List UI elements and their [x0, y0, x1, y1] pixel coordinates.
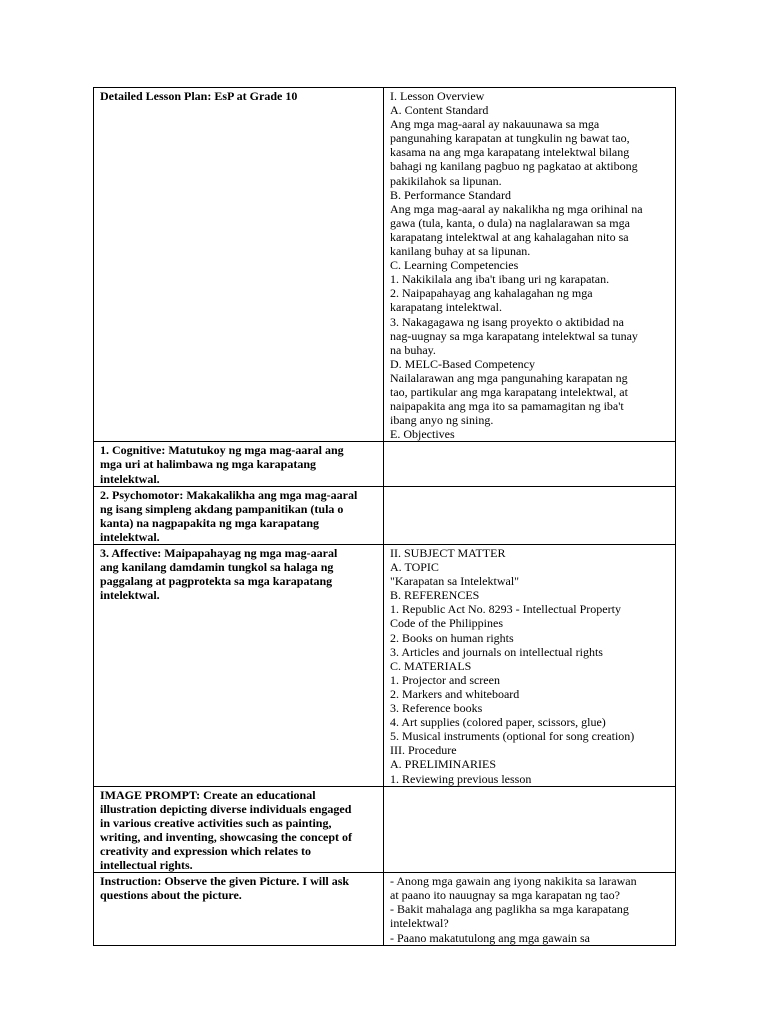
text-line: - Anong mga gawain ang iyong nakikita sa larawan	[390, 874, 637, 889]
text-line: IMAGE PROMPT: Create an educational	[100, 787, 316, 802]
text-line: 1. Reviewing previous lesson	[390, 771, 532, 786]
text-line: illustration depicting diverse individuals engaged	[100, 801, 352, 816]
text-line: intelektwal.	[100, 529, 160, 544]
text-line: ng isang simpleng akdang pampanitikan (tula o	[100, 501, 344, 516]
text-line: karapatang intelektwal at ang kahalagahan nito sa	[390, 229, 629, 244]
text-line: intellectual rights.	[100, 858, 193, 873]
table-row	[94, 442, 676, 486]
text-line: Ang mga mag-aaral ay nakalikha ng mga orihinal na	[390, 201, 643, 216]
text-line: B. Performance Standard	[390, 187, 511, 202]
text-line: III. Procedure	[390, 743, 457, 758]
text-line: paggalang at pagprotekta sa mga karapatang	[100, 574, 333, 589]
text-line: bahagi ng kanilang pagbuo ng pagkatao at aktibong	[390, 159, 638, 174]
text-line: in various creative activities such as painting,	[100, 815, 332, 830]
text-line: kanilang buhay at sa lipunan.	[390, 244, 531, 259]
text-line: 4. Art supplies (colored paper, scissors, glue)	[390, 715, 606, 730]
cell-right	[384, 873, 676, 945]
text-line: C. Learning Competencies	[390, 258, 519, 273]
text-line: na buhay.	[390, 342, 436, 357]
text-line: - Paano makatutulong ang mga gawain sa	[390, 930, 590, 945]
text-line: intelektwal.	[100, 588, 160, 603]
text-line: tao, partikular ang mga karapatang intelektwal, at	[390, 384, 628, 399]
cell-right	[384, 442, 676, 486]
text-line: C. MATERIALS	[390, 658, 472, 673]
text-line: creativity and expression which relates to	[100, 843, 311, 858]
cell-right	[384, 545, 676, 787]
text-line: II. SUBJECT MATTER	[390, 546, 506, 560]
table-row	[94, 486, 676, 544]
text-line: Instruction: Observe the given Picture. I will ask	[100, 874, 350, 889]
text-line: 2. Psychomotor: Makakalikha ang mga mag-aaral	[100, 487, 358, 502]
cell-right	[384, 786, 676, 873]
text-line: 5. Musical instruments (optional for song creation)	[390, 729, 635, 744]
text-line: D. MELC-Based Competency	[390, 356, 535, 371]
text-line: A. PRELIMINARIES	[390, 757, 497, 772]
text-line: A. TOPIC	[390, 560, 439, 575]
text-line: karapatang intelektwal.	[390, 300, 502, 315]
text-line: 2. Markers and whiteboard	[390, 686, 520, 701]
table-row	[94, 873, 676, 945]
text-line: ibang anyo ng sining.	[390, 413, 494, 428]
text-line: naipapakita ang mga ito sa pamamagitan ng iba't	[390, 399, 624, 414]
text-line: questions about the picture.	[100, 888, 242, 903]
text-line: intelektwal?	[390, 916, 449, 931]
text-line: 3. Articles and journals on intellectual rights	[390, 644, 603, 659]
text-line: pangunahing karapatan at tungkulin ng bawat tao,	[390, 131, 630, 146]
text-line: pakikilahok sa lipunan.	[390, 173, 502, 188]
table-row	[94, 88, 676, 442]
text-line: A. Content Standard	[390, 103, 489, 118]
cell-right	[384, 88, 676, 442]
text-line: Detailed Lesson Plan: EsP at Grade 10	[100, 89, 298, 103]
text-line: 3. Affective: Maipapahayag ng mga mag-aaral	[100, 546, 338, 560]
text-line: intelektwal.	[100, 471, 160, 486]
cell-right	[384, 486, 676, 544]
text-line: Nailalarawan ang mga pangunahing karapatan ng	[390, 370, 628, 385]
lesson-plan-body	[94, 88, 676, 946]
text-line: 1. Nakikilala ang iba't ibang uri ng karapatan.	[390, 272, 610, 287]
text-line: I. Lesson Overview	[390, 89, 485, 103]
cell-left	[94, 486, 384, 544]
text-line: gawa (tula, kanta, o dula) na naglalarawan sa mga	[390, 215, 630, 230]
table-row	[94, 786, 676, 873]
text-line: B. REFERENCES	[390, 588, 480, 603]
text-line: E. Objectives	[390, 427, 455, 442]
text-line: 1. Republic Act No. 8293 - Intellectual Property	[390, 602, 621, 617]
text-line: mga uri at halimbawa ng mga karapatang	[100, 457, 317, 472]
cell-left	[94, 88, 384, 442]
text-line: - Bakit mahalaga ang paglikha sa mga karapatang	[390, 902, 629, 917]
text-line: "Karapatan sa Intelektwal"	[390, 574, 520, 589]
cell-left	[94, 442, 384, 486]
text-line: kasama na ang mga karapatang intelektwal bilang	[390, 145, 630, 160]
cell-left	[94, 873, 384, 945]
text-line: 2. Books on human rights	[390, 630, 514, 645]
text-line: 1. Projector and screen	[390, 672, 500, 687]
text-line: Code of the Philippines	[390, 616, 503, 631]
text-line: kanta) na nagpapakita ng mga karapatang	[100, 515, 320, 530]
cell-left	[94, 786, 384, 873]
text-line: 1. Cognitive: Matutukoy ng mga mag-aaral ang	[100, 443, 344, 458]
text-line: 3. Reference books	[390, 701, 483, 716]
text-line: at paano ito nauugnay sa mga karapatan ng tao?	[390, 888, 620, 903]
text-line: nag-uugnay sa mga karapatang intelektwal sa tunay	[390, 328, 638, 343]
text-line: 3. Nakagagawa ng isang proyekto o aktibidad na	[390, 314, 624, 329]
text-line: ang kanilang damdamin tungkol sa halaga ng	[100, 560, 334, 575]
text-line: 2. Naipapahayag ang kahalagahan ng mga	[390, 286, 593, 301]
text-line: Ang mga mag-aaral ay nakauunawa sa mga	[390, 117, 600, 132]
lesson-plan-table	[93, 87, 676, 946]
table-row	[94, 545, 676, 787]
cell-left	[94, 545, 384, 787]
text-line: writing, and inventing, showcasing the concept of	[100, 829, 353, 844]
